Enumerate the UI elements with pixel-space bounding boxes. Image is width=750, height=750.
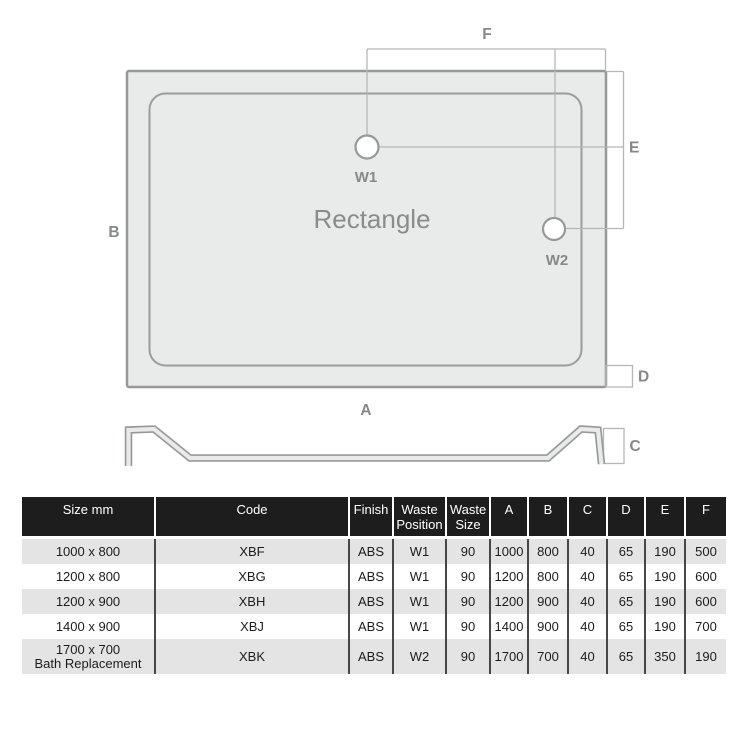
- tray-shape-title: Rectangle: [313, 204, 431, 234]
- cell-waste-position: W1: [393, 564, 446, 589]
- cell-waste-size: 90: [446, 564, 490, 589]
- header-row: [22, 497, 726, 538]
- col-header-waste-position: Waste Position: [393, 497, 446, 538]
- spec-table-header: [22, 497, 726, 538]
- dim-label-f: F: [482, 26, 492, 43]
- spec-table: [22, 497, 726, 674]
- cell-size: [22, 639, 155, 674]
- cell-d: 65: [607, 538, 645, 565]
- cell-b: 900: [528, 614, 568, 639]
- col-header-f: F: [685, 497, 726, 538]
- cell-waste-position: W1: [393, 614, 446, 639]
- dim-label-b: B: [108, 224, 120, 241]
- dim-label-c: C: [629, 438, 641, 455]
- cell-a: 1700: [490, 639, 528, 674]
- w1-waste-hole: [356, 136, 379, 159]
- cell-e: 190: [645, 589, 685, 614]
- table-row: [22, 564, 726, 589]
- col-header-b: B: [528, 497, 568, 538]
- size-text: 1200 x 800: [55, 568, 121, 584]
- cell-c: 40: [568, 639, 607, 674]
- cell-f: 190: [685, 639, 726, 674]
- cell-waste-position: W1: [393, 538, 446, 565]
- cell-b: 700: [528, 639, 568, 674]
- col-header-a: A: [490, 497, 528, 538]
- cell-d: 65: [607, 589, 645, 614]
- cell-c: 40: [568, 589, 607, 614]
- size-text: 1700 x 700: [55, 641, 121, 657]
- cell-code: XBK: [155, 639, 349, 674]
- table-row: [22, 538, 726, 565]
- cell-e: 350: [645, 639, 685, 674]
- cell-waste-size: 90: [446, 538, 490, 565]
- spec-table-body: [22, 538, 726, 675]
- size-text: 1200 x 900: [55, 593, 121, 609]
- cell-b: 800: [528, 538, 568, 565]
- col-header-finish: Finish: [349, 497, 393, 538]
- w1-label: W1: [354, 169, 378, 186]
- size-text: 1400 x 900: [55, 618, 121, 634]
- cell-waste-size: 90: [446, 614, 490, 639]
- cell-waste-position: W1: [393, 589, 446, 614]
- table-row: [22, 589, 726, 614]
- size-text: 1000 x 800: [55, 543, 121, 559]
- cell-waste-position: W2: [393, 639, 446, 674]
- cell-size: [22, 538, 155, 565]
- col-header-e: E: [645, 497, 685, 538]
- cell-f: 600: [685, 564, 726, 589]
- cell-c: 40: [568, 564, 607, 589]
- cell-e: 190: [645, 614, 685, 639]
- cell-b: 800: [528, 564, 568, 589]
- cell-d: 65: [607, 639, 645, 674]
- cell-size: [22, 614, 155, 639]
- cell-code: XBJ: [155, 614, 349, 639]
- cell-a: 1200: [490, 564, 528, 589]
- w2-label: W2: [545, 252, 569, 269]
- cell-b: 900: [528, 589, 568, 614]
- cell-finish: ABS: [349, 538, 393, 565]
- col-header-code: Code: [155, 497, 349, 538]
- cell-e: 190: [645, 564, 685, 589]
- cell-finish: ABS: [349, 564, 393, 589]
- tray-side-profile: [129, 429, 602, 466]
- cell-code: XBH: [155, 589, 349, 614]
- size-subtext: Bath Replacement: [34, 655, 142, 671]
- cell-finish: ABS: [349, 589, 393, 614]
- dim-label-d: D: [638, 368, 650, 386]
- cell-f: 700: [685, 614, 726, 639]
- cell-d: 65: [607, 564, 645, 589]
- col-header-d: D: [607, 497, 645, 538]
- cell-finish: ABS: [349, 639, 393, 674]
- dim-d-bracket: [606, 366, 633, 388]
- col-header-size-mm: Size mm: [22, 497, 155, 538]
- dim-label-e: E: [629, 139, 640, 157]
- cell-c: 40: [568, 614, 607, 639]
- cell-size: [22, 564, 155, 589]
- cell-a: 1400: [490, 614, 528, 639]
- cell-f: 500: [685, 538, 726, 565]
- w2-waste-hole: [543, 218, 565, 240]
- table-row: [22, 639, 726, 674]
- cell-code: XBF: [155, 538, 349, 565]
- cell-size: [22, 589, 155, 614]
- cell-f: 600: [685, 589, 726, 614]
- cell-d: 65: [607, 614, 645, 639]
- dim-c-bracket: [604, 429, 625, 464]
- cell-code: XBG: [155, 564, 349, 589]
- cell-e: 190: [645, 538, 685, 565]
- col-header-waste-size: Waste Size: [446, 497, 490, 538]
- dim-label-a: A: [360, 402, 372, 419]
- cell-a: 1200: [490, 589, 528, 614]
- col-header-c: C: [568, 497, 607, 538]
- cell-a: 1000: [490, 538, 528, 565]
- cell-finish: ABS: [349, 614, 393, 639]
- profile-outline: [129, 429, 602, 466]
- cell-c: 40: [568, 538, 607, 565]
- cell-waste-size: 90: [446, 589, 490, 614]
- cell-waste-size: 90: [446, 639, 490, 674]
- table-row: [22, 614, 726, 639]
